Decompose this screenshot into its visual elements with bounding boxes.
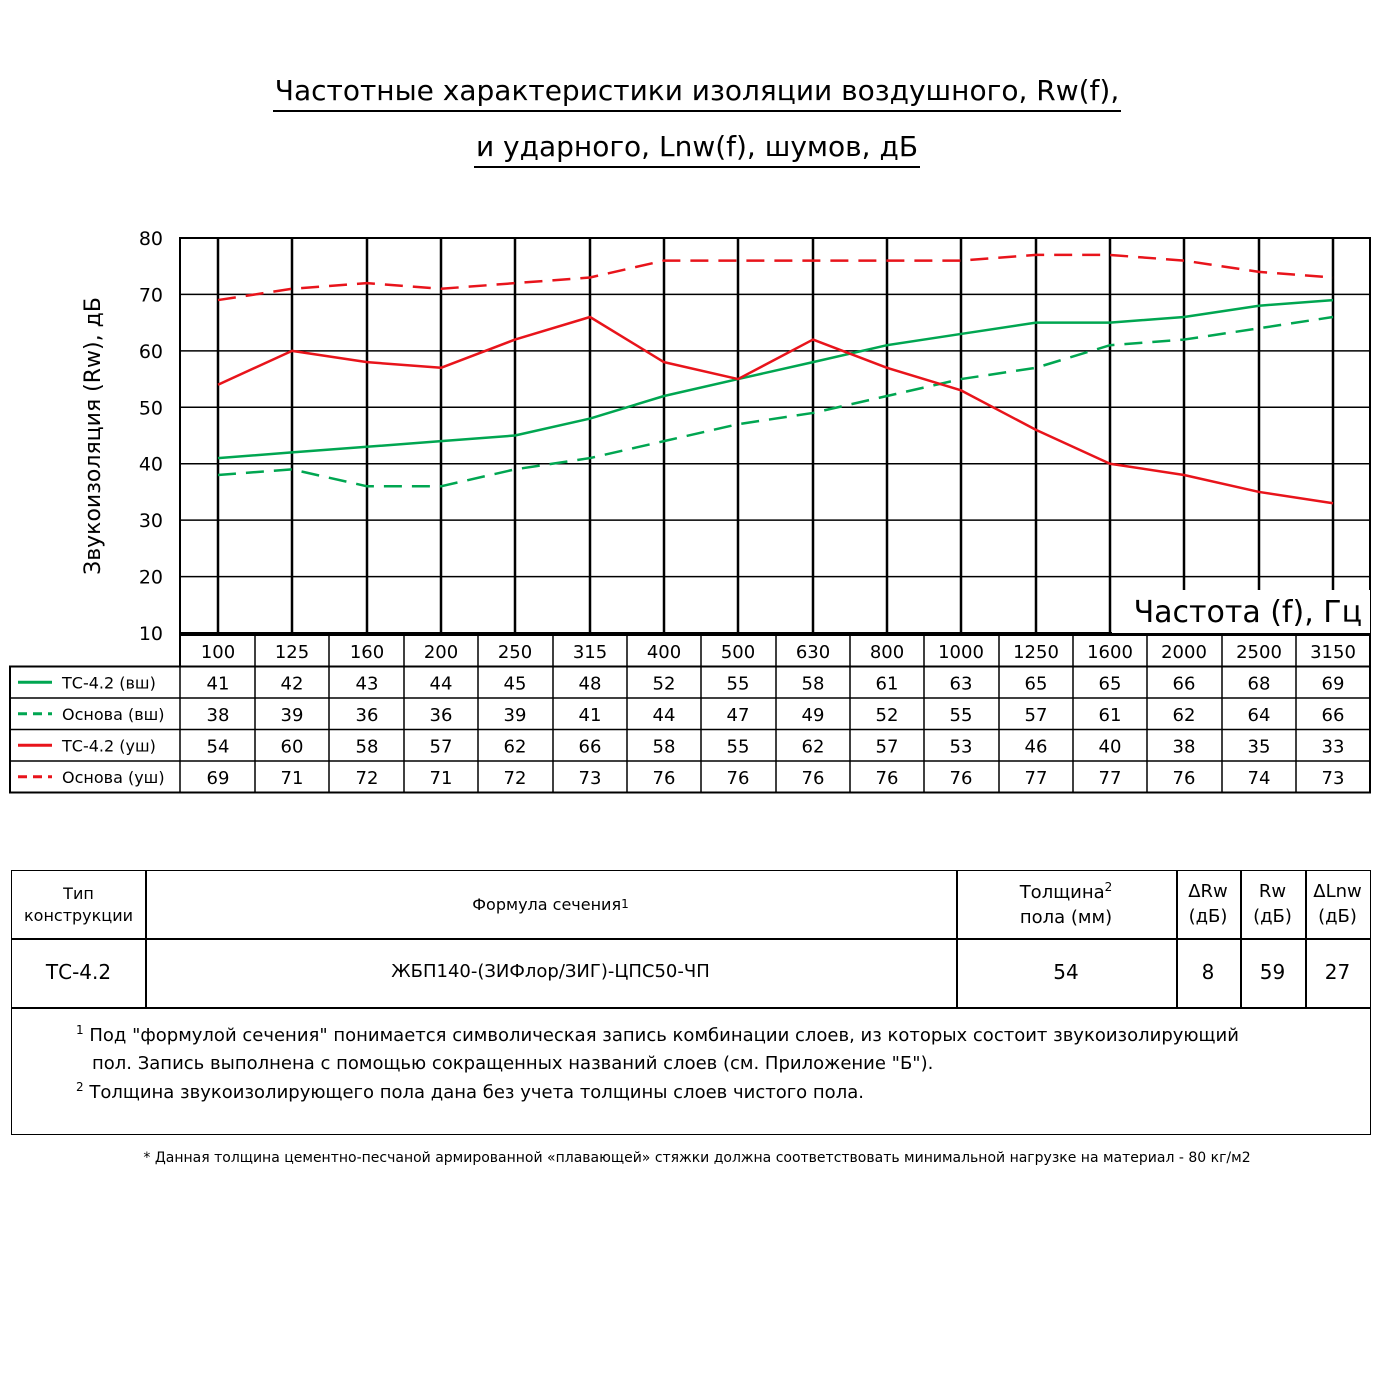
chart-title-line1: Частотные характеристики изоляции воздушного, Rw(f), <box>0 74 1394 107</box>
series-line-0 <box>218 300 1333 458</box>
header-thickness: Толщина$^2$ пола (мм) <box>1019 880 1113 928</box>
row-delta-lnw: 27 <box>1324 960 1351 984</box>
data-value: 55 <box>949 705 973 726</box>
data-value: 76 <box>652 768 676 789</box>
data-value: 72 <box>503 768 527 789</box>
header-delta-rw: ΔRw (дБ) <box>1188 881 1228 927</box>
data-value: 76 <box>1172 768 1196 789</box>
data-value: 36 <box>429 705 453 726</box>
data-value: 74 <box>1247 768 1271 789</box>
data-value: 41 <box>578 705 602 726</box>
data-value: 73 <box>578 768 602 789</box>
data-value: 44 <box>429 673 453 695</box>
row-type: ТС-4.2 <box>45 960 112 984</box>
category-label: 800 <box>869 642 905 663</box>
data-value: 60 <box>280 736 304 758</box>
category-label: 100 <box>200 642 236 663</box>
header-delta-lnw: ΔLnw (дБ) <box>1313 881 1362 927</box>
category-label: 500 <box>720 642 756 663</box>
y-tick-label: 20 <box>138 566 163 589</box>
plot-frame <box>180 238 1370 633</box>
data-value: 72 <box>355 768 379 789</box>
data-value: 55 <box>726 736 750 758</box>
category-label: 400 <box>646 642 682 663</box>
data-value: 49 <box>801 705 825 726</box>
data-value: 52 <box>875 705 899 726</box>
series-line-1 <box>218 317 1333 486</box>
category-label: 2000 <box>1161 642 1207 663</box>
data-value: 66 <box>1172 673 1196 695</box>
data-value: 71 <box>280 768 304 789</box>
data-value: 40 <box>1098 736 1122 758</box>
data-value: 45 <box>503 673 527 695</box>
data-value: 55 <box>726 673 750 695</box>
data-value: 54 <box>206 736 230 758</box>
footer-note: * Данная толщина цементно-песчаной армированной «плавающей» стяжки должна соответствовать минимальной нагрузке на материал - 80 кг/м2 <box>143 1150 1251 1166</box>
data-value: 65 <box>1098 673 1122 695</box>
data-value: 68 <box>1247 673 1271 695</box>
data-value: 65 <box>1024 673 1048 695</box>
x-axis-label: Частота (f), Гц <box>1133 595 1362 630</box>
data-value: 64 <box>1247 705 1271 726</box>
data-value: 44 <box>652 705 676 726</box>
data-value: 76 <box>726 768 750 789</box>
data-value: 43 <box>355 673 379 695</box>
y-tick-label: 70 <box>138 284 163 307</box>
y-tick-label: 60 <box>138 340 163 363</box>
y-tick-label: 10 <box>138 623 163 645</box>
data-value: 57 <box>429 736 453 758</box>
footnotes: $^1$ Под "формулой сечения" понимается символическая запись комбинации слоев, из которых состоит звукоизолирующий пол. Запись выполнена с помощью сокращенных названий слоев (см. Приложение "Б"). $^2$ Толщина звукоизолирующего пола дана без учета толщины слоев чистого пола. <box>76 1023 1239 1103</box>
row-rw: 59 <box>1259 960 1286 984</box>
legend-label: Основа (уш) <box>62 768 165 787</box>
category-label: 315 <box>572 642 608 663</box>
data-value: 61 <box>1098 705 1122 726</box>
data-value: 38 <box>206 705 230 726</box>
data-value: 73 <box>1321 768 1345 789</box>
data-value: 36 <box>355 705 379 726</box>
data-value: 71 <box>429 768 453 789</box>
data-value: 39 <box>280 705 304 726</box>
y-tick-label: 40 <box>138 453 163 476</box>
data-value: 62 <box>801 736 825 758</box>
chart-title-line2: и ударного, Lnw(f), шумов, дБ <box>0 130 1394 163</box>
row-delta-rw: 8 <box>1201 960 1215 984</box>
data-value: 62 <box>1172 705 1196 726</box>
data-value: 42 <box>280 673 304 695</box>
data-value: 52 <box>652 673 676 695</box>
data-value: 41 <box>206 673 230 695</box>
data-value: 66 <box>578 736 602 758</box>
data-value: 76 <box>801 768 825 789</box>
y-axis-label: Звукоизоляция (Rw), дБ <box>81 297 106 575</box>
header-rw: Rw (дБ) <box>1253 881 1292 927</box>
data-value: 35 <box>1247 736 1271 758</box>
series-line-2 <box>218 317 1333 503</box>
data-value: 39 <box>503 705 527 726</box>
category-label: 250 <box>497 642 533 663</box>
data-value: 76 <box>875 768 899 789</box>
data-value: 69 <box>206 768 230 789</box>
category-label: 630 <box>795 642 831 663</box>
legend-label: Основа (вш) <box>62 705 165 724</box>
legend-label: ТС-4.2 (уш) <box>62 736 156 756</box>
data-value: 76 <box>949 768 973 789</box>
data-value: 57 <box>875 736 899 758</box>
category-label: 2500 <box>1236 642 1282 663</box>
category-label: 160 <box>349 642 385 663</box>
data-value: 77 <box>1024 768 1048 789</box>
category-label: 3150 <box>1310 642 1356 663</box>
data-value: 46 <box>1024 736 1048 758</box>
row-thickness: 54 <box>1053 960 1079 984</box>
data-value: 69 <box>1321 673 1345 695</box>
data-value: 63 <box>949 673 973 695</box>
data-value: 38 <box>1172 736 1196 758</box>
data-value: 47 <box>726 705 750 726</box>
data-value: 77 <box>1098 768 1122 789</box>
series-line-3 <box>218 255 1333 300</box>
data-value: 62 <box>503 736 527 758</box>
data-value: 33 <box>1321 736 1345 758</box>
row-formula: ЖБП140-(ЗИФлор/ЗИГ)-ЦПС50-ЧП <box>391 961 710 983</box>
data-value: 58 <box>355 736 379 758</box>
y-tick-label: 80 <box>138 228 163 250</box>
construction-spec-table <box>11 870 1371 1135</box>
category-label: 1250 <box>1013 642 1059 663</box>
category-label: 1000 <box>938 642 984 663</box>
data-value: 61 <box>875 673 899 695</box>
data-value: 48 <box>578 673 602 695</box>
data-value: 66 <box>1321 705 1345 726</box>
data-value: 53 <box>949 736 973 758</box>
data-value: 58 <box>652 736 676 758</box>
category-label: 200 <box>423 642 459 663</box>
header-type: Тип конструкции <box>23 883 133 925</box>
category-label: 1600 <box>1087 642 1133 663</box>
legend-label: ТС-4.2 (вш) <box>62 673 156 693</box>
data-value: 58 <box>801 673 825 695</box>
y-tick-label: 30 <box>138 510 163 533</box>
data-value: 57 <box>1024 705 1048 726</box>
y-tick-label: 50 <box>138 397 163 420</box>
header-formula: Формула сечения 1 <box>472 894 629 914</box>
category-label: 125 <box>274 642 310 663</box>
